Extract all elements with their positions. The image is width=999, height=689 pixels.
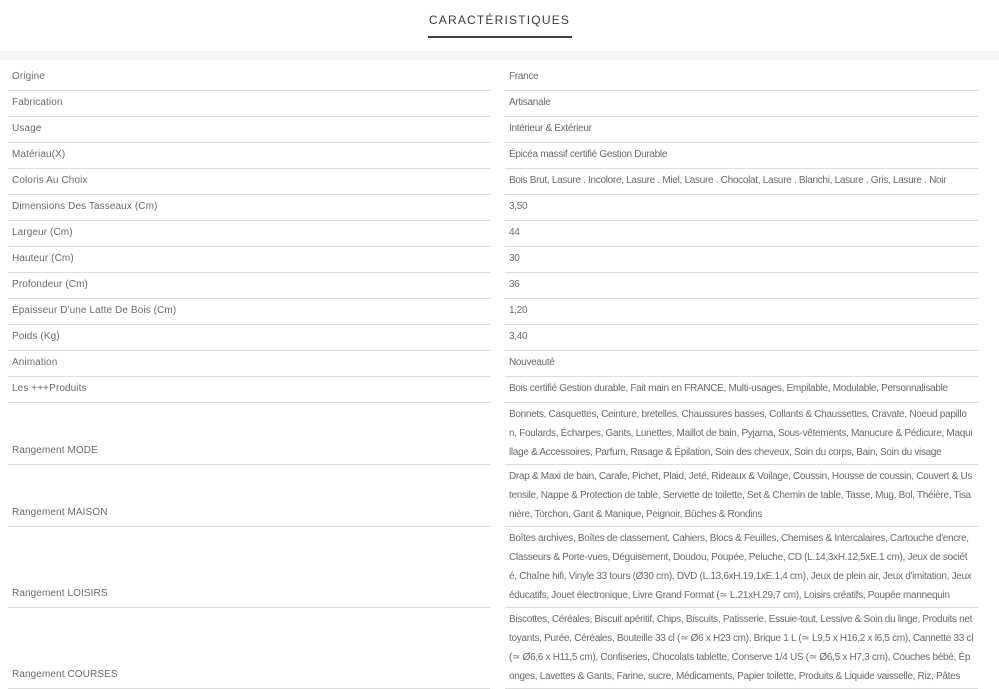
row-value: Artisanale <box>505 91 978 117</box>
row-value: France <box>505 65 978 91</box>
table-row <box>8 169 978 195</box>
table-row <box>8 403 978 465</box>
row-label: Les +++Produits <box>8 377 490 403</box>
row-label: Profondeur (Cm) <box>8 273 490 299</box>
row-value: Épicéa massif certifié Gestion Durable <box>505 143 978 169</box>
table-row <box>8 608 978 689</box>
row-label: Largeur (Cm) <box>8 221 490 247</box>
characteristics-table <box>8 65 978 689</box>
table-row <box>8 221 978 247</box>
row-label: Animation <box>8 351 490 377</box>
row-label: Dimensions Des Tasseaux (Cm) <box>8 195 490 221</box>
section-divider <box>0 51 999 60</box>
table-row <box>8 91 978 117</box>
characteristics-header <box>0 0 999 38</box>
row-value: 1,20 <box>505 299 978 325</box>
row-label: Poids (Kg) <box>8 325 490 351</box>
table-row <box>8 195 978 221</box>
row-value: Bois Brut, Lasure . Incolore, Lasure . Miel, Lasure . Chocolat, Lasure . Blanchi, Lasure . Gris, Lasure . Noir <box>505 169 978 195</box>
row-label: Rangement MODE <box>8 403 490 465</box>
row-label: Origine <box>8 65 490 91</box>
row-label: Usage <box>8 117 490 143</box>
title-underline <box>428 36 572 38</box>
row-value: Nouveauté <box>505 351 978 377</box>
table-row <box>8 273 978 299</box>
row-value: Boîtes archives, Boîtes de classement, Cahiers, Blocs & Feuilles, Chemises & Intercalaires, Cartouche d'encre, Classeurs & Porte-vues, Déguisement, Doudou, Poupée, Peluche, CD (L.14,3xH.12,5xE.1 cm), Jeux de société, Chaîne hifi, Vinyle 33 tours (Ø30 cm), DVD (L.13,6xH.19,1xE.1,4 cm), Jeux de plein air, Jeux d'imitation, Jeux éducatifs, Jouet électronique, Livre Grand Format (≃ L.21xH.29,7 cm), Loisirs créatifs, Poupée mannequin <box>505 527 978 608</box>
row-label: Matériau(X) <box>8 143 490 169</box>
page-title: CARACTÉRISTIQUES <box>428 13 571 27</box>
table-row <box>8 247 978 273</box>
table-row <box>8 351 978 377</box>
row-label: Rangement COURSES <box>8 608 490 689</box>
row-value: Bois certifié Gestion durable, Fait main en FRANCE, Multi-usages, Empilable, Modulable, Personnalisable <box>505 377 978 403</box>
row-value: 3,50 <box>505 195 978 221</box>
table-row <box>8 299 978 325</box>
row-label: Rangement MAISON <box>8 465 490 527</box>
row-value: Intérieur & Extérieur <box>505 117 978 143</box>
row-value: Bonnets, Casquettes, Ceinture, bretelles, Chaussures basses, Collants & Chaussettes, Cravate, Noeud papillon, Foulards, Écharpes, Gants, Lunettes, Maillot de bain, Pyjama, Sous-vêtements, Manucure & Pédicure, Maquillage & Accessoires, Parfum, Rasage & Épilation, Soin des cheveux, Soin du corps, Bain, Soin du visage <box>505 403 978 465</box>
table-row <box>8 143 978 169</box>
row-label: Rangement LOISIRS <box>8 527 490 608</box>
row-label: Fabrication <box>8 91 490 117</box>
row-value: 36 <box>505 273 978 299</box>
row-value: Biscottes, Céréales, Biscuit apéritif, Chips, Biscuits, Patisserie, Essuie-tout, Lessive & Soin du linge, Produits nettoyants, Purée, Céréales, Bouteille 33 cl (≃ Ø6 x H23 cm), Brique 1 L (≃ L9,5 x H16,2 x l6,5 cm), Cannette 33 cl (≃ Ø6,6 x H11,5 cm), Confiseries, Chocolats tablette, Conserve 1/4 US (≃ Ø6,5 x H7,3 cm), Couches bébé, Éponges, Lavettes & Gants, Farine, sucre, Médicaments, Papier toilette, Produits & Liquide vaisselle, Riz, Pâtes <box>505 608 978 689</box>
table-row <box>8 527 978 608</box>
row-value: 3,40 <box>505 325 978 351</box>
table-row <box>8 377 978 403</box>
table-row <box>8 117 978 143</box>
row-value: 44 <box>505 221 978 247</box>
row-value: 30 <box>505 247 978 273</box>
table-row <box>8 325 978 351</box>
row-label: Épaisseur D'une Latte De Bois (Cm) <box>8 299 490 325</box>
table-row <box>8 465 978 527</box>
row-label: Coloris Au Choix <box>8 169 490 195</box>
table-row <box>8 65 978 91</box>
row-label: Hauteur (Cm) <box>8 247 490 273</box>
row-value: Drap & Maxi de bain, Carafe, Pichet, Plaid, Jeté, Rideaux & Voilage, Coussin, Housse de coussin, Couvert & Ustensile, Nappe & Protection de table, Serviette de toilette, Set & Chemin de table, Tasse, Mug, Bol, Théière, Tisanière, Torchon, Gant & Manique, Peignoir, Bûches & Rondins <box>505 465 978 527</box>
